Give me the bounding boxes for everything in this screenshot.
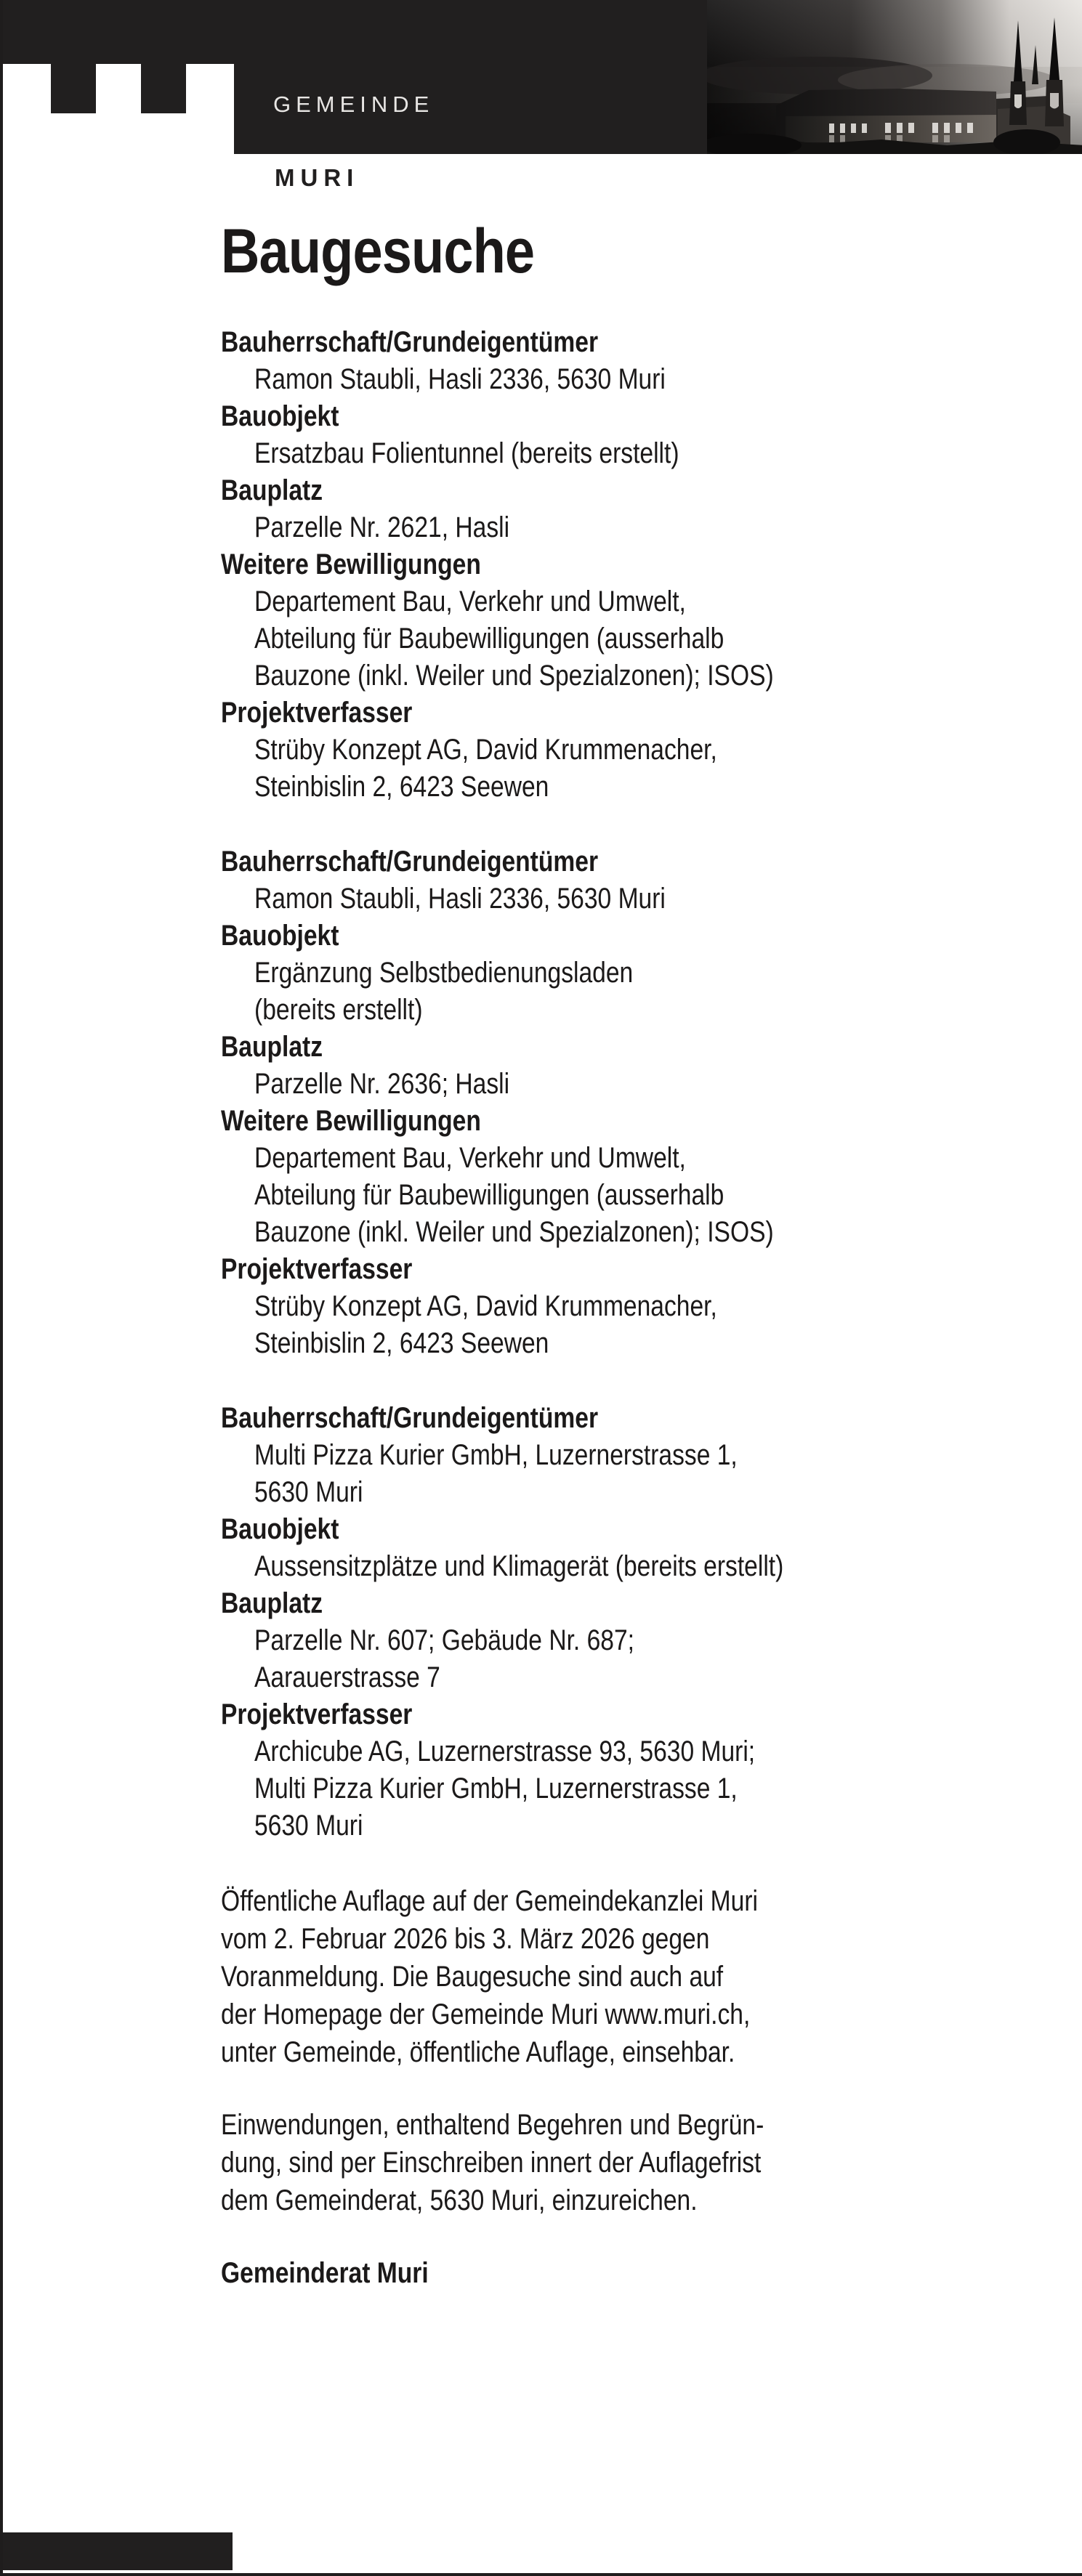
field-value-line: Bauzone (inkl. Weiler und Spezialzonen); ISOS) [254, 660, 774, 692]
einwendungen-note [221, 2106, 1028, 2219]
entry-field [221, 1400, 1028, 1511]
field-label: Bauherrschaft/Grundeigentümer [221, 326, 599, 358]
advert-content [221, 218, 1028, 2292]
note-line: Einwendungen, enthaltend Begehren und Begrün- [221, 2109, 764, 2141]
field-label: Projektverfasser [221, 1253, 413, 1285]
field-value-line: (bereits erstellt) [254, 994, 423, 1026]
note-line: Voranmeldung. Die Baugesuche sind auch auf [221, 1961, 724, 1993]
field-label: Bauplatz [221, 474, 323, 506]
field-value-line: Departement Bau, Verkehr und Umwelt, [254, 586, 686, 617]
entry-field [221, 843, 1028, 918]
field-value-line: Bauzone (inkl. Weiler und Spezialzonen); ISOS) [254, 1216, 774, 1248]
entry-field [221, 1103, 1028, 1251]
field-values [221, 955, 1028, 1029]
field-label: Bauherrschaft/Grundeigentümer [221, 846, 599, 878]
field-values [221, 880, 1028, 918]
field-label: Bauobjekt [221, 1513, 339, 1545]
field-label: Projektverfasser [221, 1698, 413, 1730]
field-value-line: 5630 Muri [254, 1810, 363, 1842]
field-value-line: Multi Pizza Kurier GmbH, Luzernerstrasse 1, [254, 1773, 738, 1805]
field-value-line: Archicube AG, Luzernerstrasse 93, 5630 Muri; [254, 1735, 756, 1767]
note-line: dung, sind per Einschreiben innert der Auflagefrist [221, 2147, 762, 2179]
field-value-line: Steinbislin 2, 6423 Seewen [254, 771, 549, 803]
field-value-line: Parzelle Nr. 607; Gebäude Nr. 687; [254, 1624, 634, 1656]
field-value-line: Parzelle Nr. 2636; Hasli [254, 1068, 510, 1100]
field-value-line: Aarauerstrasse 7 [254, 1661, 440, 1693]
field-label: Weitere Bewilligungen [221, 1105, 481, 1137]
note-line: der Homepage der Gemeinde Muri www.muri.ch, [221, 1998, 751, 2030]
field-label: Projektverfasser [221, 697, 413, 729]
field-value-line: 5630 Muri [254, 1476, 363, 1508]
entry-field [221, 546, 1028, 694]
field-value-line: Multi Pizza Kurier GmbH, Luzernerstrasse 1, [254, 1439, 738, 1471]
field-values [221, 1437, 1028, 1511]
field-value-line: Strüby Konzept AG, David Krummenacher, [254, 1290, 717, 1322]
field-values [221, 361, 1028, 398]
signature-line: Gemeinderat Muri [221, 2257, 429, 2289]
baugesuch-entry-list [221, 324, 1028, 1844]
field-values [221, 1733, 1028, 1844]
logo-muri-text: MURI [275, 164, 360, 191]
field-value-line: Ergänzung Selbstbedienungsladen [254, 957, 634, 989]
field-values [221, 1140, 1028, 1251]
note-line: Öffentliche Auflage auf der Gemeindekanzlei Muri [221, 1885, 759, 1917]
field-value-line: Abteilung für Baubewilligungen (ausserhalb [254, 1179, 724, 1211]
crest-merlon-2 [141, 64, 186, 113]
notes-section [221, 1882, 1028, 2219]
field-label: Bauplatz [221, 1031, 323, 1063]
entry-field [221, 1585, 1028, 1696]
entry-field [221, 1029, 1028, 1103]
field-value-line: Ramon Staubli, Hasli 2336, 5630 Muri [254, 883, 666, 915]
entry-field [221, 694, 1028, 806]
entry-field [221, 398, 1028, 472]
entry-field [221, 472, 1028, 546]
field-value-line: Abteilung für Baubewilligungen (ausserhalb [254, 623, 724, 655]
field-value-line: Strüby Konzept AG, David Krummenacher, [254, 734, 717, 766]
field-values [221, 1622, 1028, 1696]
logo-gemeinde-text: GEMEINDE [273, 92, 435, 117]
field-value-line: Steinbislin 2, 6423 Seewen [254, 1327, 549, 1359]
field-values [221, 1288, 1028, 1362]
field-values [221, 732, 1028, 806]
field-value-line: Aussensitzplätze und Klimagerät (bereits erstellt) [254, 1550, 784, 1582]
page-header [3, 0, 1082, 154]
field-values [221, 1066, 1028, 1103]
field-label: Bauplatz [221, 1587, 323, 1619]
entry-field [221, 1511, 1028, 1585]
field-value-line: Departement Bau, Verkehr und Umwelt, [254, 1142, 686, 1174]
field-value-line: Parzelle Nr. 2621, Hasli [254, 511, 510, 543]
field-value-line: Ersatzbau Folientunnel (bereits erstellt) [254, 437, 679, 469]
field-values [221, 435, 1028, 472]
footer-black-bar [3, 2532, 233, 2570]
entry-field [221, 324, 1028, 398]
auflage-note [221, 1882, 1028, 2071]
field-values [221, 583, 1028, 694]
field-label: Weitere Bewilligungen [221, 548, 481, 580]
note-line: unter Gemeinde, öffentliche Auflage, einsehbar. [221, 2036, 735, 2068]
field-values [221, 509, 1028, 546]
field-values [221, 1548, 1028, 1585]
battlement-crest-icon [3, 64, 234, 154]
field-label: Bauobjekt [221, 400, 339, 432]
crest-merlon-1 [51, 64, 96, 113]
field-value-line: Ramon Staubli, Hasli 2336, 5630 Muri [254, 363, 666, 395]
baugesuch-entry [221, 324, 1028, 806]
field-label: Bauherrschaft/Grundeigentümer [221, 1402, 599, 1434]
entry-field [221, 918, 1028, 1029]
note-line: dem Gemeinderat, 5630 Muri, einzureichen. [221, 2184, 698, 2216]
muri-monastery-photo [707, 0, 1082, 154]
note-line: vom 2. Februar 2026 bis 3. März 2026 gegen [221, 1923, 710, 1955]
baugesuch-entry [221, 1400, 1028, 1844]
entry-field [221, 1696, 1028, 1844]
page-title: Baugesuche [221, 216, 535, 286]
entry-field [221, 1251, 1028, 1362]
field-label: Bauobjekt [221, 920, 339, 952]
baugesuch-entry [221, 843, 1028, 1362]
